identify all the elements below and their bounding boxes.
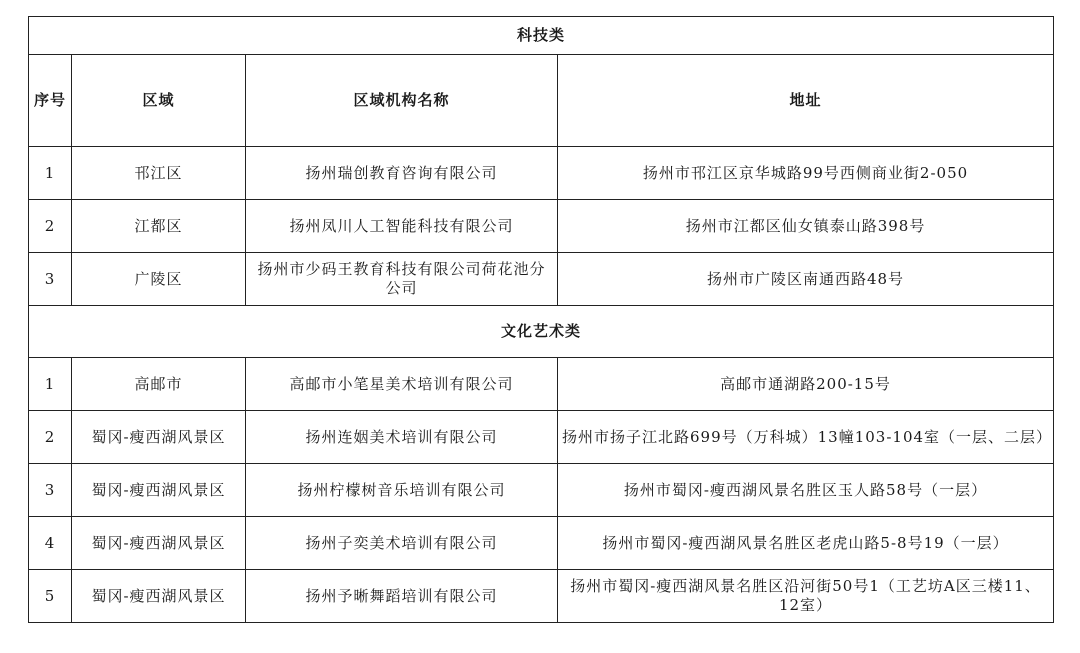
cell-index: 4 — [29, 517, 72, 570]
table-row — [29, 464, 1054, 517]
cell-region: 蜀冈-瘦西湖风景区 — [72, 464, 246, 517]
table-row — [29, 253, 1054, 306]
cell-address: 高邮市通湖路200-15号 — [558, 358, 1054, 411]
cell-index: 2 — [29, 200, 72, 253]
cell-address: 扬州市蜀冈-瘦西湖风景名胜区玉人路58号（一层） — [558, 464, 1054, 517]
cell-address: 扬州市蜀冈-瘦西湖风景名胜区老虎山路5-8号19（一层） — [558, 517, 1054, 570]
cell-region: 广陵区 — [72, 253, 246, 306]
cell-index: 1 — [29, 147, 72, 200]
table-row — [29, 358, 1054, 411]
cell-org-name: 扬州子奕美术培训有限公司 — [246, 517, 558, 570]
cell-org-name: 扬州市少码王教育科技有限公司荷花池分公司 — [246, 253, 558, 306]
cell-org-name: 高邮市小笔星美术培训有限公司 — [246, 358, 558, 411]
header-region: 区域 — [72, 55, 246, 147]
header-address: 地址 — [558, 55, 1054, 147]
table-row — [29, 570, 1054, 623]
institutions-table — [28, 16, 1054, 623]
table-row — [29, 411, 1054, 464]
cell-region: 高邮市 — [72, 358, 246, 411]
table-row — [29, 517, 1054, 570]
cell-org-name: 扬州凤川人工智能科技有限公司 — [246, 200, 558, 253]
cell-org-name: 扬州瑞创教育咨询有限公司 — [246, 147, 558, 200]
table-row — [29, 200, 1054, 253]
cell-org-name: 扬州予晰舞蹈培训有限公司 — [246, 570, 558, 623]
cell-address: 扬州市广陵区南通西路48号 — [558, 253, 1054, 306]
cell-index: 1 — [29, 358, 72, 411]
cell-address: 扬州市江都区仙女镇泰山路398号 — [558, 200, 1054, 253]
cell-address: 扬州市邗江区京华城路99号西侧商业街2-050 — [558, 147, 1054, 200]
cell-address: 扬州市蜀冈-瘦西湖风景名胜区沿河街50号1（工艺坊A区三楼11、12室） — [558, 570, 1054, 623]
section-header-tech — [29, 17, 1054, 55]
cell-index: 3 — [29, 253, 72, 306]
section-header-culture-art — [29, 306, 1054, 358]
header-index: 序号 — [29, 55, 72, 147]
cell-index: 2 — [29, 411, 72, 464]
cell-address: 扬州市扬子江北路699号（万科城）13幢103-104室（一层、二层） — [558, 411, 1054, 464]
cell-org-name: 扬州连姻美术培训有限公司 — [246, 411, 558, 464]
cell-index: 3 — [29, 464, 72, 517]
section-title: 文化艺术类 — [29, 306, 1054, 358]
table-row — [29, 147, 1054, 200]
header-org-name: 区域机构名称 — [246, 55, 558, 147]
cell-region: 蜀冈-瘦西湖风景区 — [72, 517, 246, 570]
cell-index: 5 — [29, 570, 72, 623]
cell-region: 蜀冈-瘦西湖风景区 — [72, 570, 246, 623]
cell-org-name: 扬州柠檬树音乐培训有限公司 — [246, 464, 558, 517]
column-header-row — [29, 55, 1054, 147]
cell-region: 邗江区 — [72, 147, 246, 200]
section-title: 科技类 — [29, 17, 1054, 55]
cell-region: 江都区 — [72, 200, 246, 253]
cell-region: 蜀冈-瘦西湖风景区 — [72, 411, 246, 464]
